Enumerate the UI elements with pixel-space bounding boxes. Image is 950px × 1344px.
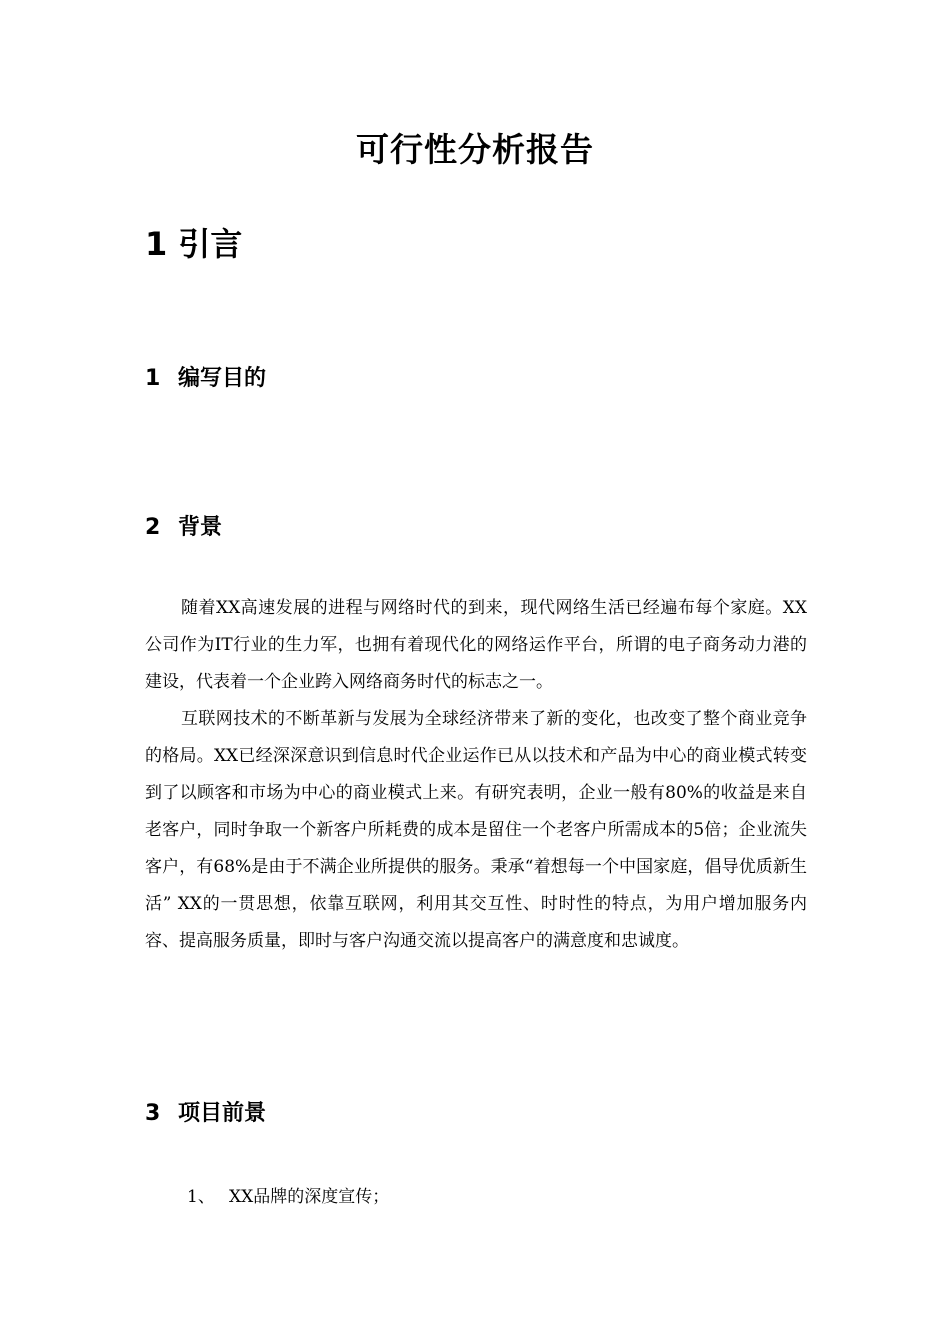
list-item-text: XX品牌的深度宣传； (229, 1187, 390, 1207)
section-number: 2 (145, 515, 161, 540)
background-paragraph: 随着XX高速发展的进程与网络时代的到来，现代网络生活已经遍布每个家庭。XX公司作为IT行业的生力军，也拥有着现代化的网络运作平台，所谓的电子商务动力港的建设，代表着一个企业跨入网络商务时代的标志之一。 (145, 598, 807, 692)
section-title: 编写目的 (178, 366, 267, 391)
section-title: 项目前景 (178, 1101, 267, 1126)
section-number: 3 (145, 1101, 161, 1126)
section-number: 1 (145, 366, 161, 391)
background-paragraph: 互联网技术的不断革新与发展为全球经济带来了新的变化，也改变了整个商业竞争的格局。XX已经深深意识到信息时代企业运作已从以技术和产品为中心的商业模式转变到了以顾客和市场为中心的商业模式上来。有研究表明，企业一般有80%的收益是来自老客户，同时争取一个新客户所耗费的成本是留住一个老客户所需成本的5倍；企业流失客户，有68%是由于不满企业所提供的服务。秉承“着想每一个中国家庭，倡导优质新生活” XX的一贯思想，依靠互联网，利用其交互性、时时性的特点，为用户增加服务内容、提高服务质量，即时与客户沟通交流以提高客户的满意度和忠诚度。 (145, 709, 807, 951)
section-heading-purpose (145, 364, 266, 394)
section-heading-background (145, 513, 222, 543)
chapter-heading: 1 引言 (145, 225, 243, 263)
list-item (187, 1179, 389, 1216)
section-title: 背景 (178, 515, 223, 540)
list-marker: 1、 (187, 1187, 215, 1207)
document-title: 可行性分析报告 (356, 130, 594, 169)
section-heading-prospects (145, 1099, 266, 1129)
